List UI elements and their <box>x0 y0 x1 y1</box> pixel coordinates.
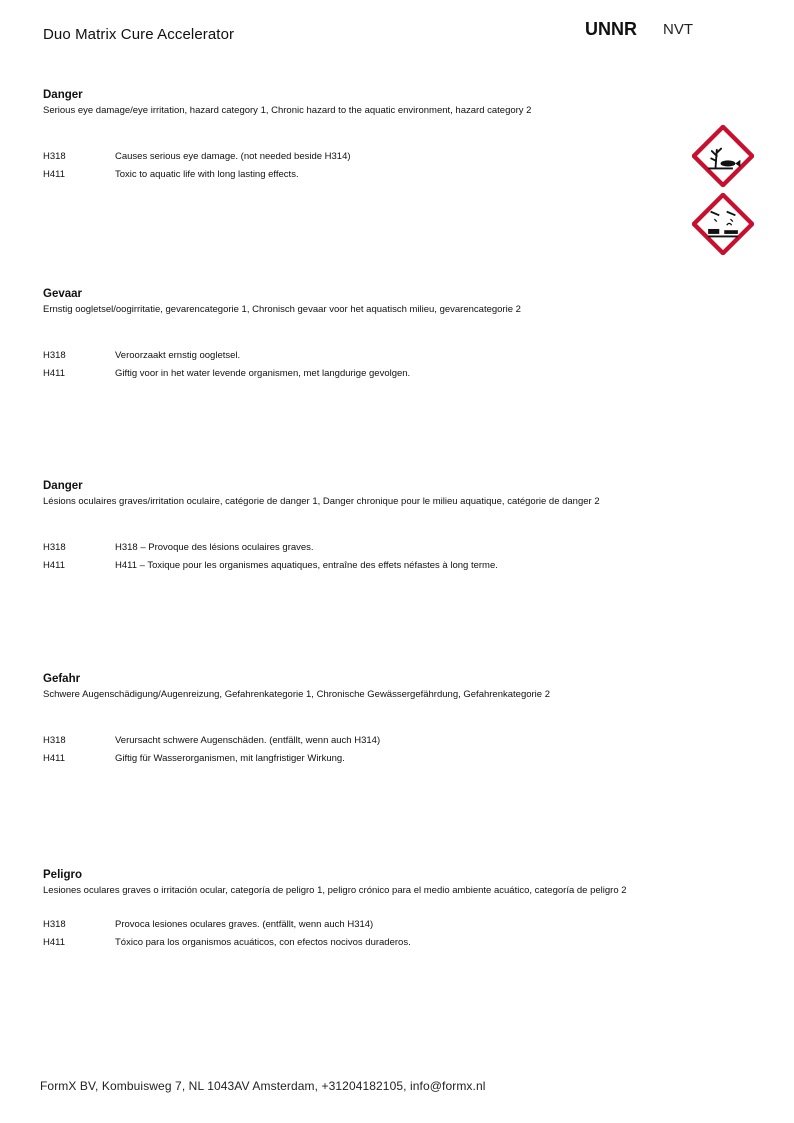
environment-hazard-icon <box>692 125 754 187</box>
h-code: H318 <box>43 350 66 361</box>
hazard-statement-row <box>43 539 663 557</box>
hazard-section-fr <box>43 480 663 575</box>
h-code: H411 <box>43 560 66 571</box>
hazard-classification: Ernstig oogletsel/oogirritatie, gevarencategorie 1, Chronisch gevaar voor het aquatisch milieu, gevarencategorie 2 <box>43 304 521 315</box>
hazard-statements <box>43 347 663 383</box>
h-text: Veroorzaakt ernstig oogletsel. <box>115 350 241 361</box>
hazard-statement-row <box>43 557 663 575</box>
hazard-statements <box>43 732 663 768</box>
hazard-statement-row <box>43 365 663 383</box>
hazard-statement-row <box>43 934 663 952</box>
hazard-statements <box>43 148 663 184</box>
hazard-classification: Schwere Augenschädigung/Augenreizung, Gefahrenkategorie 1, Chronische Gewässergefährdung, Gefahrenkategorie 2 <box>43 689 550 700</box>
h-code: H411 <box>43 368 66 379</box>
signal-word: Danger <box>43 89 83 101</box>
hazard-section-en <box>43 89 663 184</box>
h-code: H411 <box>43 169 66 180</box>
h-code: H318 <box>43 151 66 162</box>
h-text: Verursacht schwere Augenschäden. (entfällt, wenn auch H314) <box>115 735 381 746</box>
hazard-statement-row <box>43 750 663 768</box>
hazard-section-nl <box>43 288 663 383</box>
h-code: H411 <box>43 937 66 948</box>
product-code-primary: UNNR <box>585 19 637 39</box>
h-text: Giftig für Wasserorganismen, mit langfristiger Wirkung. <box>115 753 345 764</box>
signal-word: Danger <box>43 480 83 492</box>
company-footer: FormX BV, Kombuisweg 7, NL 1043AV Amsterdam, +31204182105, info@formx.nl <box>40 1079 486 1093</box>
h-code: H318 <box>43 919 66 930</box>
h-code: H318 <box>43 735 66 746</box>
h-code: H411 <box>43 753 66 764</box>
signal-word: Gevaar <box>43 288 83 300</box>
hazard-pictograms <box>692 125 756 261</box>
hazard-statement-row <box>43 916 663 934</box>
product-code-secondary: NVT <box>663 21 693 38</box>
hazard-statement-row <box>43 166 663 184</box>
corrosion-icon <box>692 193 754 255</box>
hazard-classification: Lésions oculaires graves/irritation oculaire, catégorie de danger 1, Danger chronique pour le milieu aquatique, catégorie de danger 2 <box>43 496 600 507</box>
h-code: H318 <box>43 542 66 553</box>
signal-word: Peligro <box>43 869 82 881</box>
h-text: Causes serious eye damage. (not needed beside H314) <box>115 151 351 162</box>
h-text: H411 – Toxique pour les organismes aquatiques, entraîne des effets néfastes à long terme. <box>115 560 498 571</box>
hazard-classification: Serious eye damage/eye irritation, hazard category 1, Chronic hazard to the aquatic environment, hazard category 2 <box>43 105 532 116</box>
signal-word: Gefahr <box>43 673 81 685</box>
hazard-section-de <box>43 673 663 768</box>
hazard-classification: Lesiones oculares graves o irritación ocular, categoría de peligro 1, peligro crónico para el medio ambiente acuático, categoría de peligro 2 <box>43 885 627 896</box>
hazard-statement-row <box>43 148 663 166</box>
h-text: H318 – Provoque des lésions oculaires graves. <box>115 542 314 553</box>
hazard-section-es <box>43 869 663 952</box>
h-text: Provoca lesiones oculares graves. (entfällt, wenn auch H314) <box>115 919 374 930</box>
h-text: Tóxico para los organismos acuáticos, con efectos nocivos duraderos. <box>115 937 411 948</box>
h-text: Giftig voor in het water levende organismen, met langdurige gevolgen. <box>115 368 411 379</box>
hazard-statements <box>43 539 663 575</box>
product-title: Duo Matrix Cure Accelerator <box>43 26 235 43</box>
hazard-statements <box>43 916 663 952</box>
hazard-statement-row <box>43 347 663 365</box>
h-text: Toxic to aquatic life with long lasting effects. <box>115 169 299 180</box>
hazard-statement-row <box>43 732 663 750</box>
